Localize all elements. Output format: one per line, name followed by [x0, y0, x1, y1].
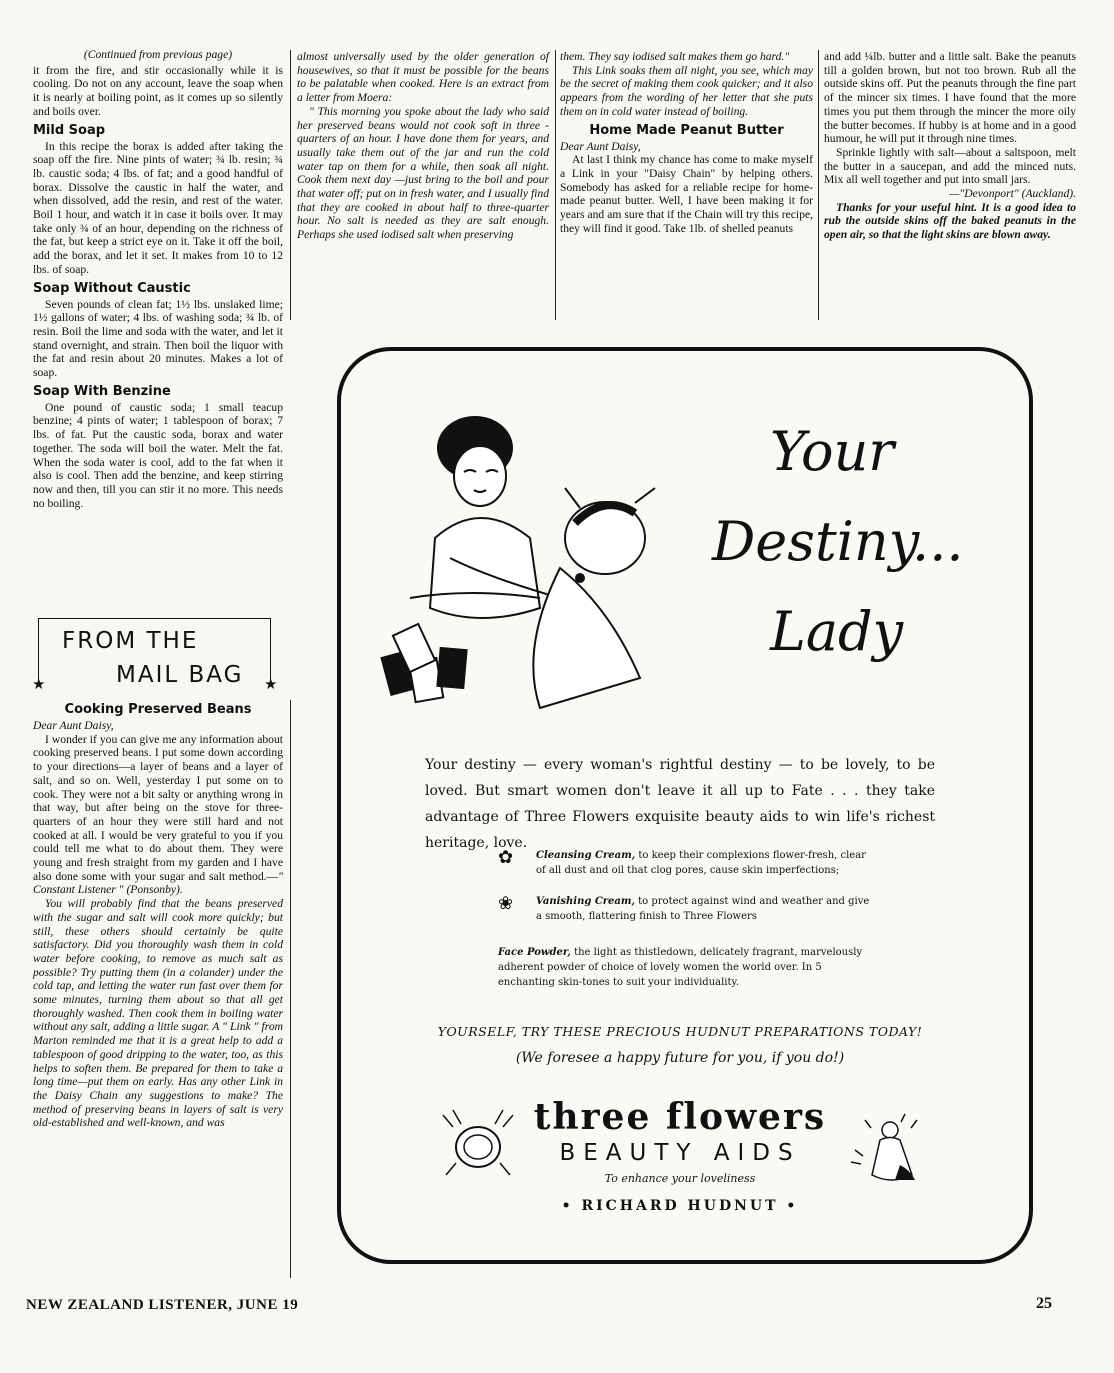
face-powder-item: [498, 945, 873, 990]
col4-signer: —"Devonport" (Auckland).: [949, 187, 1076, 201]
vanishing-cream-item: [498, 894, 878, 924]
call-to-action: YOURSELF, TRY THESE PRECIOUS HUDNUT PREPARATIONS TODAY!: [437, 1024, 923, 1039]
col3-paragraph-b: This Link soaks them all night, you see, which may be the secret of making them cook quicker; and it also appears from the wording of her letter that she puts them on in cold water instead of boiling.: [560, 63, 813, 118]
headline-lady: Lady: [770, 600, 904, 663]
flower-icon: ✿: [498, 847, 514, 868]
star-icon: ★: [32, 677, 46, 693]
column-rule: [555, 50, 556, 320]
mail-bag-box: [32, 618, 278, 693]
letter-paragraph: [33, 733, 283, 897]
ad-body-text: Your destiny — every woman's rightful destiny — to be lovely, to be loved. But smart women don't leave it all up to Fate . . . they take advantage of Three Flowers exquisite beauty aids to win life's richest heritage, love.: [425, 757, 935, 851]
column-2: [297, 50, 549, 242]
heading-mild-soap: Mild Soap: [33, 122, 106, 138]
foresee-line: (We foresee a happy future for you, if you do!): [515, 1050, 845, 1066]
letter-signer: " Constant Listener " (Ponsonby).: [33, 869, 283, 897]
column-rule: [818, 50, 819, 320]
col2-paragraph-a: almost universally used by the older generation of housewives, so that it must be possible for the beans to be palatable when cooked. Here is an extract from a letter from Moera:: [297, 50, 549, 105]
col4-paragraph-a: and add ¼lb. butter and a little salt. Bake the peanuts till a golden brown, but not too brown. Rub all the outside skins off. Put the peanuts through the fine part of the mincer six times. I have found that the more times you put them through the mincer the more oily the butter becomes. If hubby is at home and in a good humour, he will put it through nine times.: [824, 50, 1076, 146]
compact-illustration: [438, 1105, 518, 1185]
col4-paragraph-b: Sprinkle lightly with salt—about a saltspoon, melt the butter in a saucepan, and add the minced nuts. Mix all well together and put into small jars.: [824, 145, 1076, 187]
flower-icon: ❀: [498, 893, 514, 914]
intro-paragraph: it from the fire, and stir occasionally while it is cooling. Do not on any account, leave the soap when it is nearly at boiling point, as it comes up so silently and boils over.: [33, 63, 283, 118]
soap-without-caustic-paragraph: Seven pounds of clean fat; 1½ lbs. unslaked lime; 1½ gallons of water; 4 lbs. of washing soda; ¾ lb. of resin. Boil the lime and soda with the water, and let it stand overnight, and strain. Then boil the liquor with the fat and resin about 20 minutes. Makes a lot of soap.: [33, 297, 283, 380]
fortune-teller-illustration: [380, 398, 700, 728]
col3-paragraph-c: At last I think my chance has come to make myself a Link in your "Daisy Chain" by helping others. Somebody has asked for a reliable recipe for home-made peanut butter. Well, I have been making it for years and am sure that if the Chain will try this recipe, they will find it good. Take 1lb. of shelled peanuts: [560, 153, 813, 235]
col3-paragraph-a: them. They say iodised salt makes them go hard.": [560, 50, 790, 63]
brand-name: three flowers: [533, 1096, 827, 1138]
star-icon: ★: [264, 677, 278, 693]
publication-footer: NEW ZEALAND LISTENER, JUNE 19: [26, 1297, 299, 1313]
cleansing-cream-text: to keep their complexions flower-fresh, clear of all dust and oil that clog pores, cause skin imperfections;: [536, 850, 866, 876]
mail-bag-line-1: FROM THE: [62, 628, 199, 654]
headline-your: Your: [770, 420, 895, 483]
column-rule: [290, 50, 291, 320]
continued-note: (Continued from previous page): [83, 48, 233, 61]
heading-soap-without-caustic: Soap Without Caustic: [33, 280, 191, 296]
column-1-mailbag: [33, 698, 283, 1130]
column-3: [560, 50, 813, 235]
brand-subtitle: BEAUTY AIDS: [559, 1140, 801, 1166]
mail-bag-line-2: MAIL BAG: [116, 662, 244, 688]
mild-soap-paragraph: In this recipe the borax is added after taking the soap off the fire. Nine pints of water; ¾ lb. resin; ¾ lb. caustic soda; 4 lbs. of fat; and a good handful of borax. Dissolve the caustic in half the water, and when dissolved, add the resin, and rest of the water. Boil 1 hour, and watch it in case it boils over. It may take only ¾ of an hour, depending on the richness of the fat, but keep a strict eye on it. Take it off the boil, add the borax, and let it set. It makes from 10 to 12 lbs. of soap.: [33, 139, 283, 276]
vanishing-cream-text: to protect against wind and weather and give a smooth, flattering finish to Three Flowers: [536, 896, 870, 922]
lady-illustration: [845, 1110, 925, 1190]
page-number: 25: [1036, 1295, 1052, 1312]
soap-with-benzine-paragraph: One pound of caustic soda; 1 small teacup benzine; 4 pints of water; 1 tablespoon of borax; 7 lbs. of fat. Put the caustic soda, borax and water together. The soda will boil the water. Melt the fat. When the soda water is cool, add to the fat when it also is cool. Then add the benzine, and keep stirring now and then, till you can stir it no more. This needs no boiling.: [33, 400, 283, 510]
brand-tagline: To enhance your loveliness: [604, 1172, 756, 1185]
maker-name: • RICHARD HUDNUT •: [561, 1198, 799, 1214]
salutation: Dear Aunt Daisy,: [33, 719, 114, 732]
col3-salutation: Dear Aunt Daisy,: [560, 139, 641, 153]
letter-text: I wonder if you can give me any information about cooking preserved beans. I put some down according to your directions—a layer of beans and a layer of salt, and so on. Well, yesterday I put some on to cook. They were not a bit salty or anything wrong in that way, but after being on the stove for three-quarters of an hour they were still hard and not cooked at all. I would be very grateful to you if you could tell me what to do about them. They were young and fresh straight from my garden and I have also done some with your sugar and salt method.—: [33, 732, 283, 883]
col4-reply: Thanks for your useful hint. It is a good idea to rub the outside skins off the baked peanuts in the open air, so that the light skins are blown away.: [824, 200, 1076, 242]
column-1: [33, 48, 283, 510]
vanishing-cream-name: Vanishing Cream,: [536, 896, 635, 907]
column-rule: [290, 700, 291, 1278]
cleansing-cream-name: Cleansing Cream,: [536, 850, 636, 861]
face-powder-text: the light as thistledown, delicately fragrant, marvelously adherent powder of choice of lovely women the world over. In 5 enchanting skin-tones to suit your individuality.: [498, 947, 863, 988]
reply-paragraph: You will probably find that the beans preserved with the sugar and salt will cook more quickly; but still, these others should certainly be quite satisfactory. Did you thoroughly wash them in cold water before cooking, to remove as much salt as possible? Try putting them (in a colander) under the cold tap, and letting the water run fast over them for some minutes, turning them about so that all get thoroughly washed. Then cook them in boiling water without any salt, adding a little sugar. A " Link " from Marton reminded me that it is a great help to add a tablespoon of good dripping to the water, too, as this helps to soften them. Be prepared for them to take a long time—put them on early. Has any other Link in the Daisy Chain any suggestions to make? The method of preserving beans in layers of salt is very old-established and well-known, and was: [33, 897, 283, 1130]
heading-cooking-preserved-beans: Cooking Preserved Beans: [64, 702, 252, 717]
col2-paragraph-b: " This morning you spoke about the lady who said her preserved beans would not cook soft in three - quarters of an hour. I have done them for years, and usually take them out of the jar and run the cold water tap on them for a while, then soak all night. Cook them next day —just bring to the boil and pour that water off; put on in fresh water, and I usually find that they are cooked in about half to three-quarter hour. No salt is needed as they are salt enough. Perhaps she used iodised salt when preserving: [297, 104, 549, 242]
face-powder-name: Face Powder,: [498, 947, 571, 958]
cleansing-cream-item: [498, 848, 878, 878]
headline-destiny: Destiny...: [712, 510, 964, 573]
heading-home-made-peanut-butter: Home Made Peanut Butter: [589, 122, 784, 138]
column-4: [824, 50, 1076, 242]
heading-soap-with-benzine: Soap With Benzine: [33, 383, 171, 399]
